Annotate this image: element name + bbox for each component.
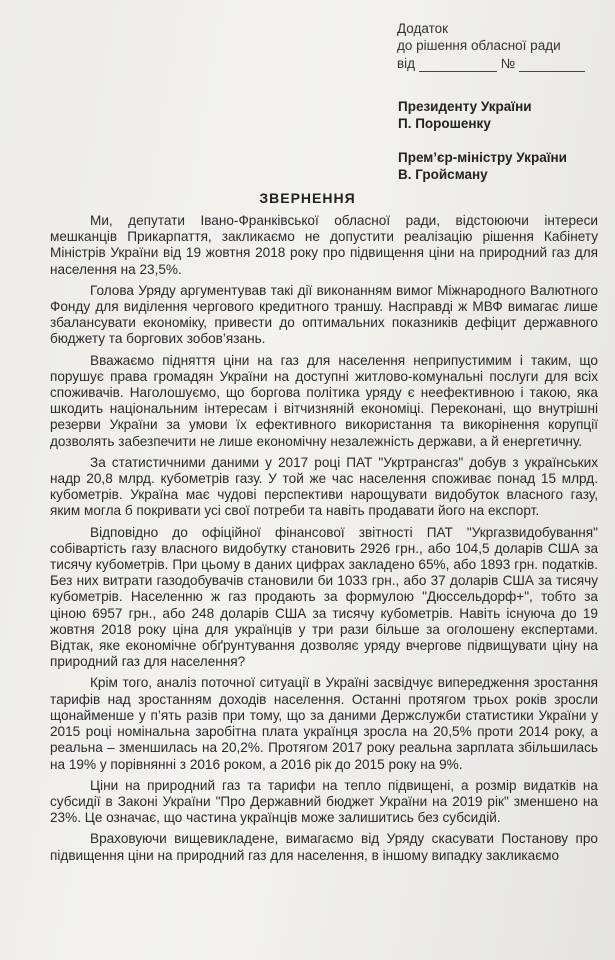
number-blank xyxy=(519,54,585,72)
number-label: № xyxy=(500,56,516,71)
paragraph: Ми, депутати Івано-Франківської обласної ради, відстоюючи інтереси мешканців Прикарпаття, закликаємо не допустити реалізацію рішення Кабінету Міністрів України від 19 жовтня 2018 року про підвищення ціни на природний газ для населення на 23,5%. xyxy=(50,213,598,277)
recipient-name: В. Гройсману xyxy=(398,167,488,182)
recipient-prime-minister xyxy=(398,149,608,183)
paragraph: Крім того, аналіз поточної ситуації в Україні засвідчує випередження зростання тарифів над зростанням доходів населення. Останні протягом трьох років зросли щонайменше у п’ять разів при тому, що за даними Держслужби статистики України у 2015 році номінальна заробітна плата українця зросла на 20,5% проти 2014 року, а реальна – зменшилась на 20,2%. Протягом 2017 року реальна зарплата збільшилась на 19% у порівнянні з 2016 роком, а 2016 рік до 2015 року на 9%. xyxy=(50,675,598,772)
document-body xyxy=(50,213,598,869)
paragraph: Вважаємо підняття ціни на газ для населення неприпустимим і таким, що порушує права громадян України на доступні житлово-комунальні послуги для всіх споживачів. Наголошуємо, що боргова політика уряду є неефективною і такою, яка шкодить національним інтересам і вітчизняній економіці. Переконані, що внутрішні резерви України за умови їх ефективного використання та викорінення корупції дозволять забезпечити не лише економічну незалежність держави, а й енергетичну. xyxy=(50,352,598,449)
recipient-president xyxy=(398,98,608,132)
appendix-note xyxy=(397,20,607,72)
appendix-title: Додаток xyxy=(397,21,449,36)
paragraph: Ціни на природний газ та тарифи на тепло підвищені, а розмір видатків на субсидії в Законі України "Про Державний бюджет України на 2019 рік" зменшено на 23%. Це означає, що частина українців може залишитись без субсидій. xyxy=(50,777,598,826)
recipient-title: Президенту України xyxy=(398,99,532,114)
appendix-date-number-line xyxy=(397,54,607,72)
recipient-title: Прем’єр-міністру України xyxy=(398,150,567,165)
recipient-name: П. Порошенку xyxy=(398,116,491,131)
paragraph: Голова Уряду аргументував такі дії виконанням вимог Міжнародного Валютного Фонду для виділення чергового кредитного траншу. Насправді ж МВФ вимагає лише збалансувати економіку, привести до оптимальних показників дефіцит державного бюджету та боргових зобов’язань. xyxy=(50,282,598,347)
paragraph: Відповідно до офіційної фінансової звітності ПАТ "Укргазвидобування" собівартість газу власного видобутку становить 2926 грн., або 104,5 доларів США за тисячу кубометрів. При цьому в даних цифрах закладено 65%, або 1893 грн. податків. Без них витрати газодобувачів становили би 1033 грн., або 37 доларів США за тисячу кубометрів. Населенню ж газ продають за формулою "Дюссельдорф+", тобто за ціною 6957 грн., або 248 доларів США за тисячу кубометрів. Навіть існуюча до 19 жовтня 2018 року ціна для українців у три рази більше за оголошену експертами. Відтак, яке економічне обґрунтування дозволяє уряду вчергове підвищувати ціну на природний газ для населення? xyxy=(50,524,598,670)
appendix-reference: до рішення обласної ради xyxy=(397,38,561,53)
date-blank xyxy=(419,54,497,72)
paragraph: Враховуючи вищевикладене, вимагаємо від Уряду скасувати Постанову про підвищення ціни на природний газ для населення, в іншому випадку закликаємо xyxy=(50,831,598,863)
date-label: від xyxy=(397,56,416,71)
paragraph: За статистичними даними у 2017 році ПАТ "Укртрансгаз" добув з українських надр 20,8 млрд. кубометрів газу. У той же час населення споживає понад 15 млрд. кубометрів. Україна має чудові перспективи нарощувати видобуток власного газу, яким могла б покривати усі свої потреби та навіть продавати його на експорт. xyxy=(50,454,598,519)
document-title: ЗВЕРНЕННЯ xyxy=(259,190,356,206)
